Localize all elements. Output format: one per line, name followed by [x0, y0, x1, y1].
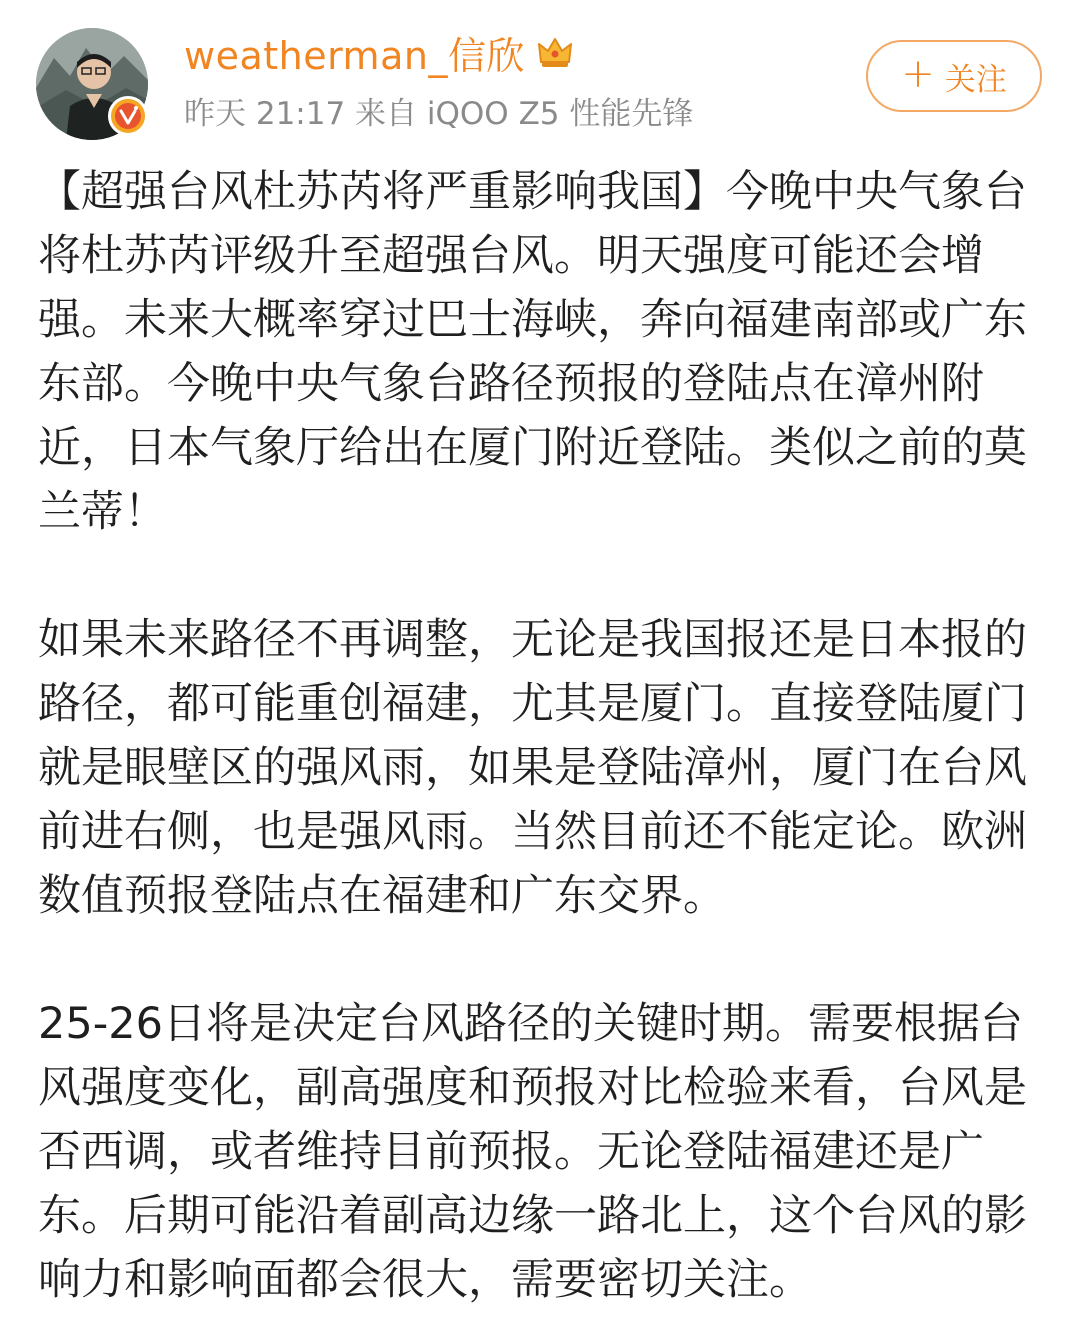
verified-v-badge-icon: [108, 96, 148, 136]
post-meta: 昨天 21:17 来自 iQOO Z5 性能先锋: [184, 96, 694, 132]
follow-label: 关注: [944, 61, 1007, 98]
post-paragraph: 如果未来路径不再调整，无论是我国报还是日本报的路径，都可能重创福建，尤其是厦门。直接登陆厦门就是眼壁区的强风雨，如果是登陆漳州，厦门在台风前进右侧，也是强风雨。当然目前还不能定论。欧洲数值预报登陆点在福建和广东交界。: [38, 615, 1027, 921]
post-paragraph: 25-26日将是决定台风路径的关键时期。需要根据台风强度变化，副高强度和预报对比检验来看，台风是否西调，或者维持目前预报。无论登陆福建还是广东。后期可能沿着副高边缘一路北上，这个台风的影响力和影响面都会很大，需要密切关注。: [38, 999, 1027, 1305]
plus-icon: +: [901, 51, 935, 97]
paragraph-spacer: [38, 544, 1048, 608]
post-header: [0, 0, 1080, 145]
username[interactable]: weatherman_信欣: [184, 33, 525, 78]
post-paragraph: 【超强台风杜苏芮将严重影响我国】今晚中央气象台将杜苏芮评级升至超强台风。明天强度可能还会增强。未来大概率穿过巴士海峡，奔向福建南部或广东东部。今晚中央气象台路径预报的登陆点在漳州附近，日本气象厅给出在厦门附近登陆。类似之前的莫兰蒂！: [38, 167, 1027, 537]
follow-button[interactable]: [866, 40, 1042, 112]
paragraph-spacer: [38, 928, 1048, 992]
post-body: [38, 160, 1048, 1312]
crown-icon: [535, 32, 575, 72]
username-row: [184, 26, 575, 78]
